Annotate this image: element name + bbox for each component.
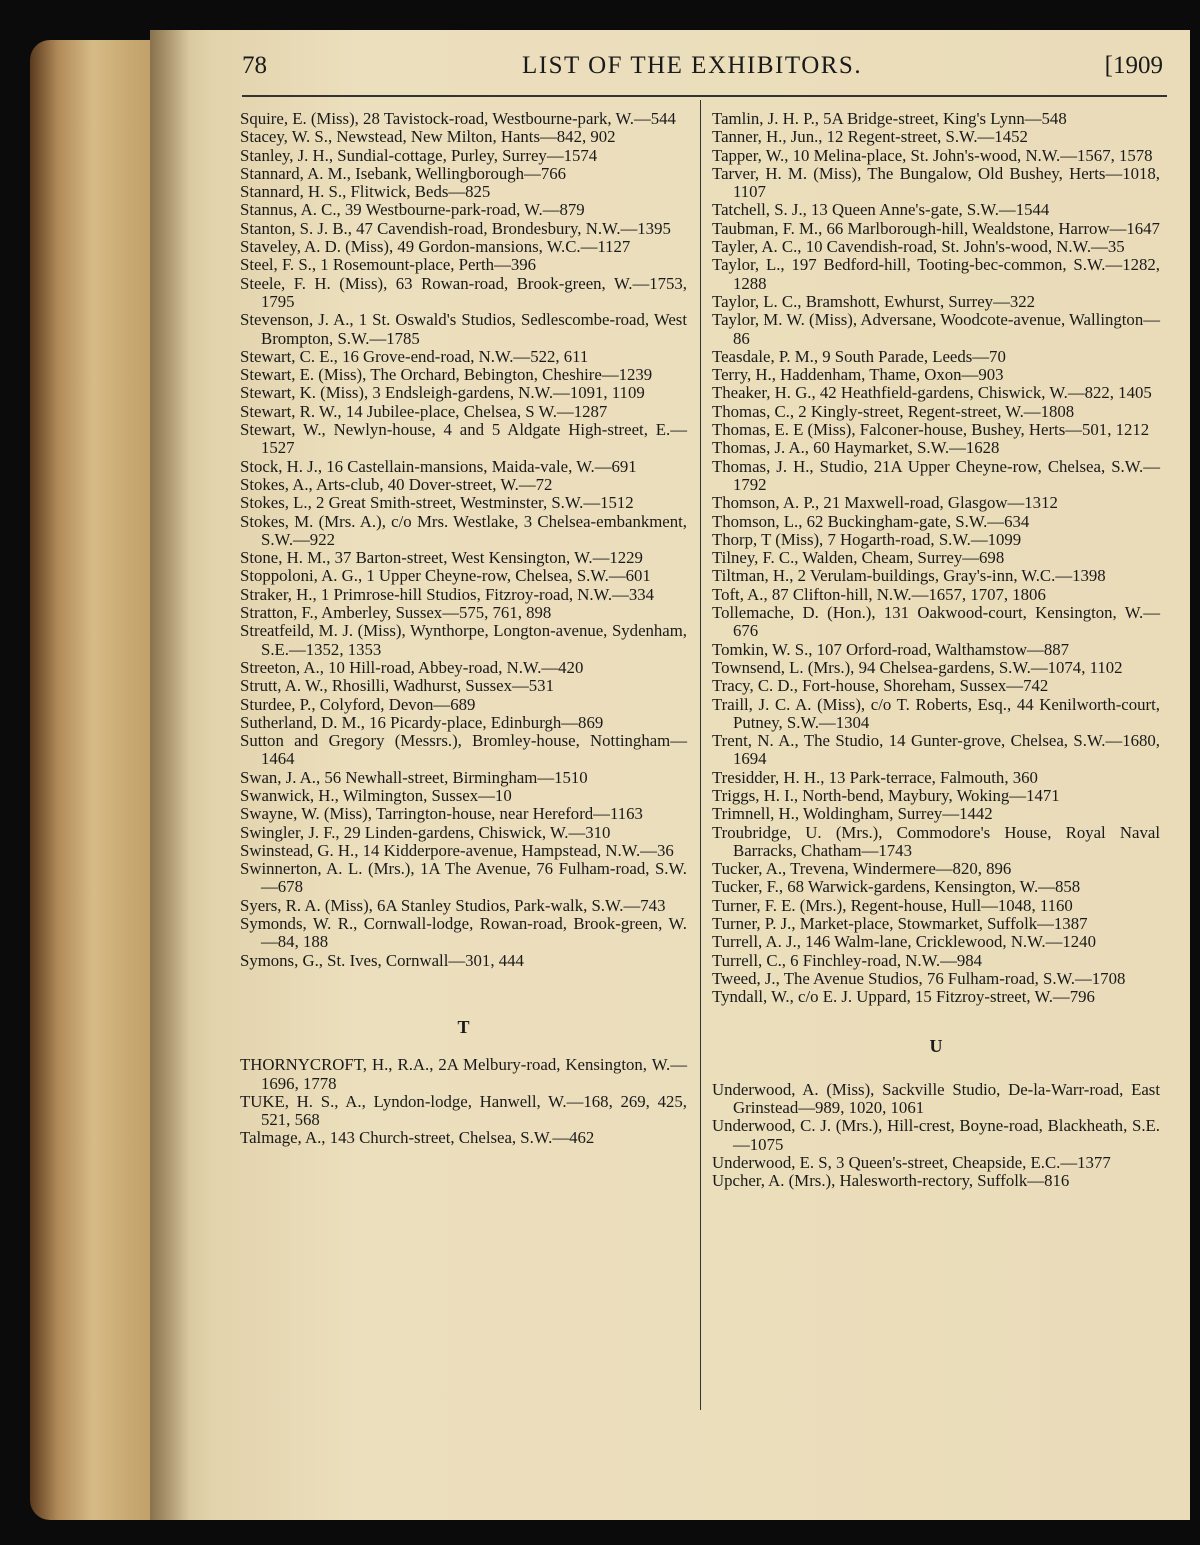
page-fold-shadow — [150, 30, 190, 1520]
exhibitor-entry: Steel, F. S., 1 Rosemount-place, Perth—396 — [240, 255, 537, 275]
book-page-edges — [30, 40, 170, 1520]
exhibitor-entry: Tucker, F., 68 Warwick-gardens, Kensington, W.—858 — [712, 877, 1081, 897]
exhibitor-entry: Squire, E. (Miss), 28 Tavistock-road, Westbourne-park, W.—544 — [240, 109, 676, 128]
exhibitor-entry: Stewart, W., Newlyn-house, 4 and 5 Aldgate High-street, E.—1527 — [240, 420, 687, 458]
exhibitor-entry: Swan, J. A., 56 Newhall-street, Birmingham—1510 — [240, 767, 588, 787]
exhibitor-entry: Tayler, A. C., 10 Cavendish-road, St. John's-wood, N.W.—35 — [712, 237, 1125, 257]
exhibitor-entry: Steele, F. H. (Miss), 63 Rowan-road, Brook-green, W.—1753, 1795 — [240, 273, 687, 311]
exhibitor-entry: Swinstead, G. H., 14 Kidderpore-avenue, Hampstead, N.W.—36 — [240, 840, 674, 860]
section-letter-t: T — [457, 1016, 470, 1037]
exhibitor-entry: Symons, G., St. Ives, Cornwall—301, 444 — [240, 950, 524, 970]
exhibitor-entry: Trent, N. A., The Studio, 14 Gunter-grove, Chelsea, S.W.—1680, 1694 — [712, 731, 1160, 769]
exhibitor-entry: Tapper, W., 10 Melina-place, St. John's-wood, N.W.—1567, 1578 — [712, 145, 1153, 165]
exhibitor-entry: Swingler, J. F., 29 Linden-gardens, Chiswick, W.—310 — [240, 822, 611, 842]
exhibitor-entry: Thomson, A. P., 21 Maxwell-road, Glasgow—1312 — [712, 493, 1058, 513]
exhibitor-entry: TUKE, H. S., A., Lyndon-lodge, Hanwell, W.—168, 269, 425, 521, 568 — [240, 1091, 687, 1130]
page-year: [1909 — [1104, 52, 1163, 79]
exhibitor-entry: Sturdee, P., Colyford, Devon—689 — [240, 694, 476, 714]
exhibitor-entry: Theaker, H. G., 42 Heathfield-gardens, Chiswick, W.—822, 1405 — [712, 383, 1152, 403]
exhibitor-entry: THORNYCROFT, H., R.A., 2A Melbury-road, Kensington, W.—1696, 1778 — [240, 1055, 687, 1093]
exhibitor-entry: Stratton, F., Amberley, Sussex—575, 761, 898 — [240, 603, 552, 623]
exhibitor-entry: Trimnell, H., Woldingham, Surrey—1442 — [712, 804, 993, 824]
exhibitor-entry: Toft, A., 87 Clifton-hill, N.W.—1657, 1707, 1806 — [712, 584, 1046, 604]
exhibitor-entry: Turrell, A. J., 146 Walm-lane, Cricklewood, N.W.—1240 — [712, 932, 1096, 952]
exhibitor-entry: Stone, H. M., 37 Barton-street, West Kensington, W.—1229 — [240, 548, 643, 568]
exhibitor-entry: Stewart, R. W., 14 Jubilee-place, Chelsea, S W.—1287 — [240, 401, 608, 421]
exhibitor-entry: Upcher, A. (Mrs.), Halesworth-rectory, Suffolk—816 — [712, 1171, 1070, 1191]
exhibitor-entry: Symonds, W. R., Cornwall-lodge, Rowan-road, Brook-green, W.—84, 188 — [240, 914, 687, 952]
exhibitor-entry: Stacey, W. S., Newstead, New Milton, Hants—842, 902 — [240, 127, 616, 147]
right-column — [712, 110, 1160, 1191]
exhibitor-entry: Stanton, S. J. B., 47 Cavendish-road, Brondesbury, N.W.—1395 — [240, 218, 671, 238]
page-title: LIST OF THE EXHIBITORS. — [522, 52, 863, 79]
exhibitor-entry: Turrell, C., 6 Finchley-road, N.W.—984 — [712, 950, 983, 970]
exhibitor-entry: Stannus, A. C., 39 Westbourne-park-road, W.—879 — [240, 200, 585, 220]
exhibitor-entry: Tucker, A., Trevena, Windermere—820, 896 — [712, 859, 1012, 879]
exhibitor-entry: Stock, H. J., 16 Castellain-mansions, Maida-vale, W.—691 — [240, 456, 637, 476]
exhibitor-entry: Stevenson, J. A., 1 St. Oswald's Studios, Sedlescombe-road, West Brompton, S.W.—1785 — [240, 310, 687, 348]
exhibitor-entry: Tanner, H., Jun., 12 Regent-street, S.W.—1452 — [712, 127, 1028, 147]
exhibitor-entry: Swayne, W. (Miss), Tarrington-house, near Hereford—1163 — [240, 804, 643, 824]
exhibitor-entry: Tracy, C. D., Fort-house, Shoreham, Sussex—742 — [712, 676, 1049, 696]
exhibitor-entry: Terry, H., Haddenham, Thame, Oxon—903 — [712, 365, 1004, 385]
exhibitor-entry: Thomas, E. E (Miss), Falconer-house, Bushey, Herts—501, 1212 — [712, 420, 1150, 440]
exhibitor-entry: Tollemache, D. (Hon.), 131 Oakwood-court, Kensington, W.—676 — [712, 603, 1160, 641]
exhibitor-entry: Underwood, E. S, 3 Queen's-street, Cheapside, E.C.—1377 — [712, 1153, 1111, 1173]
exhibitor-entry: Tiltman, H., 2 Verulam-buildings, Gray's-inn, W.C.—1398 — [712, 566, 1106, 586]
exhibitor-entry: Thomson, L., 62 Buckingham-gate, S.W.—634 — [712, 511, 1030, 531]
exhibitor-entry: Stewart, C. E., 16 Grove-end-road, N.W.—522, 611 — [240, 346, 589, 366]
exhibitor-entry: Stokes, L., 2 Great Smith-street, Westminster, S.W.—1512 — [240, 493, 634, 513]
exhibitor-entry: Sutton and Gregory (Messrs.), Bromley-house, Nottingham—1464 — [240, 731, 687, 769]
exhibitor-entry: Tilney, F. C., Walden, Cheam, Surrey—698 — [712, 548, 1005, 568]
exhibitor-entry: Stokes, A., Arts-club, 40 Dover-street, W.—72 — [240, 474, 553, 494]
exhibitor-entry: Taylor, L. C., Bramshott, Ewhurst, Surrey—322 — [712, 291, 1036, 311]
exhibitor-entry: Stannard, H. S., Flitwick, Beds—825 — [240, 182, 491, 202]
exhibitor-entry: Tamlin, J. H. P., 5A Bridge-street, King's Lynn—548 — [712, 109, 1067, 128]
exhibitor-entry: Thorp, T (Miss), 7 Hogarth-road, S.W.—1099 — [712, 529, 1022, 549]
exhibitor-entry: Tweed, J., The Avenue Studios, 76 Fulham-road, S.W.—1708 — [712, 968, 1126, 988]
exhibitor-entry: Taylor, L., 197 Bedford-hill, Tooting-bec-common, S.W.—1282, 1288 — [712, 255, 1160, 293]
exhibitor-entry: Taylor, M. W. (Miss), Adversane, Woodcote-avenue, Wallington—86 — [712, 310, 1160, 348]
exhibitor-entry: Triggs, H. I., North-bend, Maybury, Woking—1471 — [712, 785, 1060, 805]
exhibitor-entry: Talmage, A., 143 Church-street, Chelsea, S.W.—462 — [240, 1128, 595, 1148]
exhibitor-entry: Staveley, A. D. (Miss), 49 Gordon-mansions, W.C.—1127 — [240, 237, 631, 257]
page-number: 78 — [242, 52, 267, 79]
exhibitor-entry: Underwood, A. (Miss), Sackville Studio, De-la-Warr-road, East Grinstead—989, 1020, 1061 — [712, 1079, 1160, 1118]
exhibitor-entry: Tomkin, W. S., 107 Orford-road, Walthamstow—887 — [712, 639, 1070, 659]
exhibitor-entry: Taubman, F. M., 66 Marlborough-hill, Wealdstone, Harrow—1647 — [712, 218, 1160, 238]
column-divider — [700, 100, 701, 1410]
exhibitor-entry: Swinnerton, A. L. (Mrs.), 1A The Avenue, 76 Fulham-road, S.W.—678 — [240, 859, 687, 897]
section-letter-u: U — [929, 1035, 943, 1056]
exhibitor-entry: Straker, H., 1 Primrose-hill Studios, Fitzroy-road, N.W.—334 — [240, 584, 655, 604]
exhibitor-entry: Stewart, K. (Miss), 3 Endsleigh-gardens, N.W.—1091, 1109 — [240, 383, 645, 403]
exhibitor-entry: Streatfeild, M. J. (Miss), Wynthorpe, Longton-avenue, Sydenham, S.E.—1352, 1353 — [240, 621, 687, 659]
exhibitor-entry: Syers, R. A. (Miss), 6A Stanley Studios, Park-walk, S.W.—743 — [240, 895, 666, 915]
exhibitor-entry: Traill, J. C. A. (Miss), c/o T. Roberts, Esq., 44 Kenilworth-court, Putney, S.W.—1304 — [712, 694, 1160, 732]
exhibitor-entry: Troubridge, U. (Mrs.), Commodore's House, Royal Naval Barracks, Chatham—1743 — [712, 822, 1160, 860]
left-column — [240, 110, 687, 1148]
exhibitor-entry: Tyndall, W., c/o E. J. Uppard, 15 Fitzroy-street, W.—796 — [712, 987, 1095, 1007]
exhibitor-entry: Tresidder, H. H., 13 Park-terrace, Falmouth, 360 — [712, 767, 1038, 787]
exhibitor-entry: Underwood, C. J. (Mrs.), Hill-crest, Boyne-road, Blackheath, S.E.—1075 — [712, 1116, 1160, 1154]
exhibitor-entry: Stoppoloni, A. G., 1 Upper Cheyne-row, Chelsea, S.W.—601 — [240, 566, 651, 586]
exhibitor-entry: Thomas, J. A., 60 Haymarket, S.W.—1628 — [712, 438, 1000, 458]
exhibitor-entry: Townsend, L. (Mrs.), 94 Chelsea-gardens, S.W.—1074, 1102 — [712, 657, 1123, 677]
exhibitor-entry: Stanley, J. H., Sundial-cottage, Purley, Surrey—1574 — [240, 145, 598, 165]
exhibitor-entry: Turner, P. J., Market-place, Stowmarket, Suffolk—1387 — [712, 914, 1088, 934]
exhibitor-entry: Sutherland, D. M., 16 Picardy-place, Edinburgh—869 — [240, 712, 604, 732]
exhibitor-entry: Stewart, E. (Miss), The Orchard, Bebington, Cheshire—1239 — [240, 365, 653, 385]
exhibitor-entry: Tatchell, S. J., 13 Queen Anne's-gate, S.W.—1544 — [712, 200, 1050, 220]
exhibitor-entry: Thomas, C., 2 Kingly-street, Regent-street, W.—1808 — [712, 401, 1075, 421]
header-rule — [242, 95, 1167, 97]
exhibitor-entry: Stannard, A. M., Isebank, Wellingborough—766 — [240, 163, 567, 183]
exhibitor-entry: Turner, F. E. (Mrs.), Regent-house, Hull—1048, 1160 — [712, 895, 1073, 915]
exhibitor-entry: Thomas, J. H., Studio, 21A Upper Cheyne-row, Chelsea, S.W.—1792 — [712, 456, 1160, 494]
exhibitor-entry: Tarver, H. M. (Miss), The Bungalow, Old Bushey, Herts—1018, 1107 — [712, 163, 1160, 202]
running-head — [242, 52, 1167, 88]
exhibitor-entry: Teasdale, P. M., 9 South Parade, Leeds—70 — [712, 346, 1006, 366]
exhibitor-entry: Streeton, A., 10 Hill-road, Abbey-road, N.W.—420 — [240, 657, 584, 677]
exhibitor-entry: Stokes, M. (Mrs. A.), c/o Mrs. Westlake, 3 Chelsea-embankment, S.W.—922 — [240, 511, 687, 549]
exhibitor-entry: Swanwick, H., Wilmington, Sussex—10 — [240, 785, 512, 805]
exhibitor-entry: Strutt, A. W., Rhosilli, Wadhurst, Sussex—531 — [240, 676, 554, 696]
